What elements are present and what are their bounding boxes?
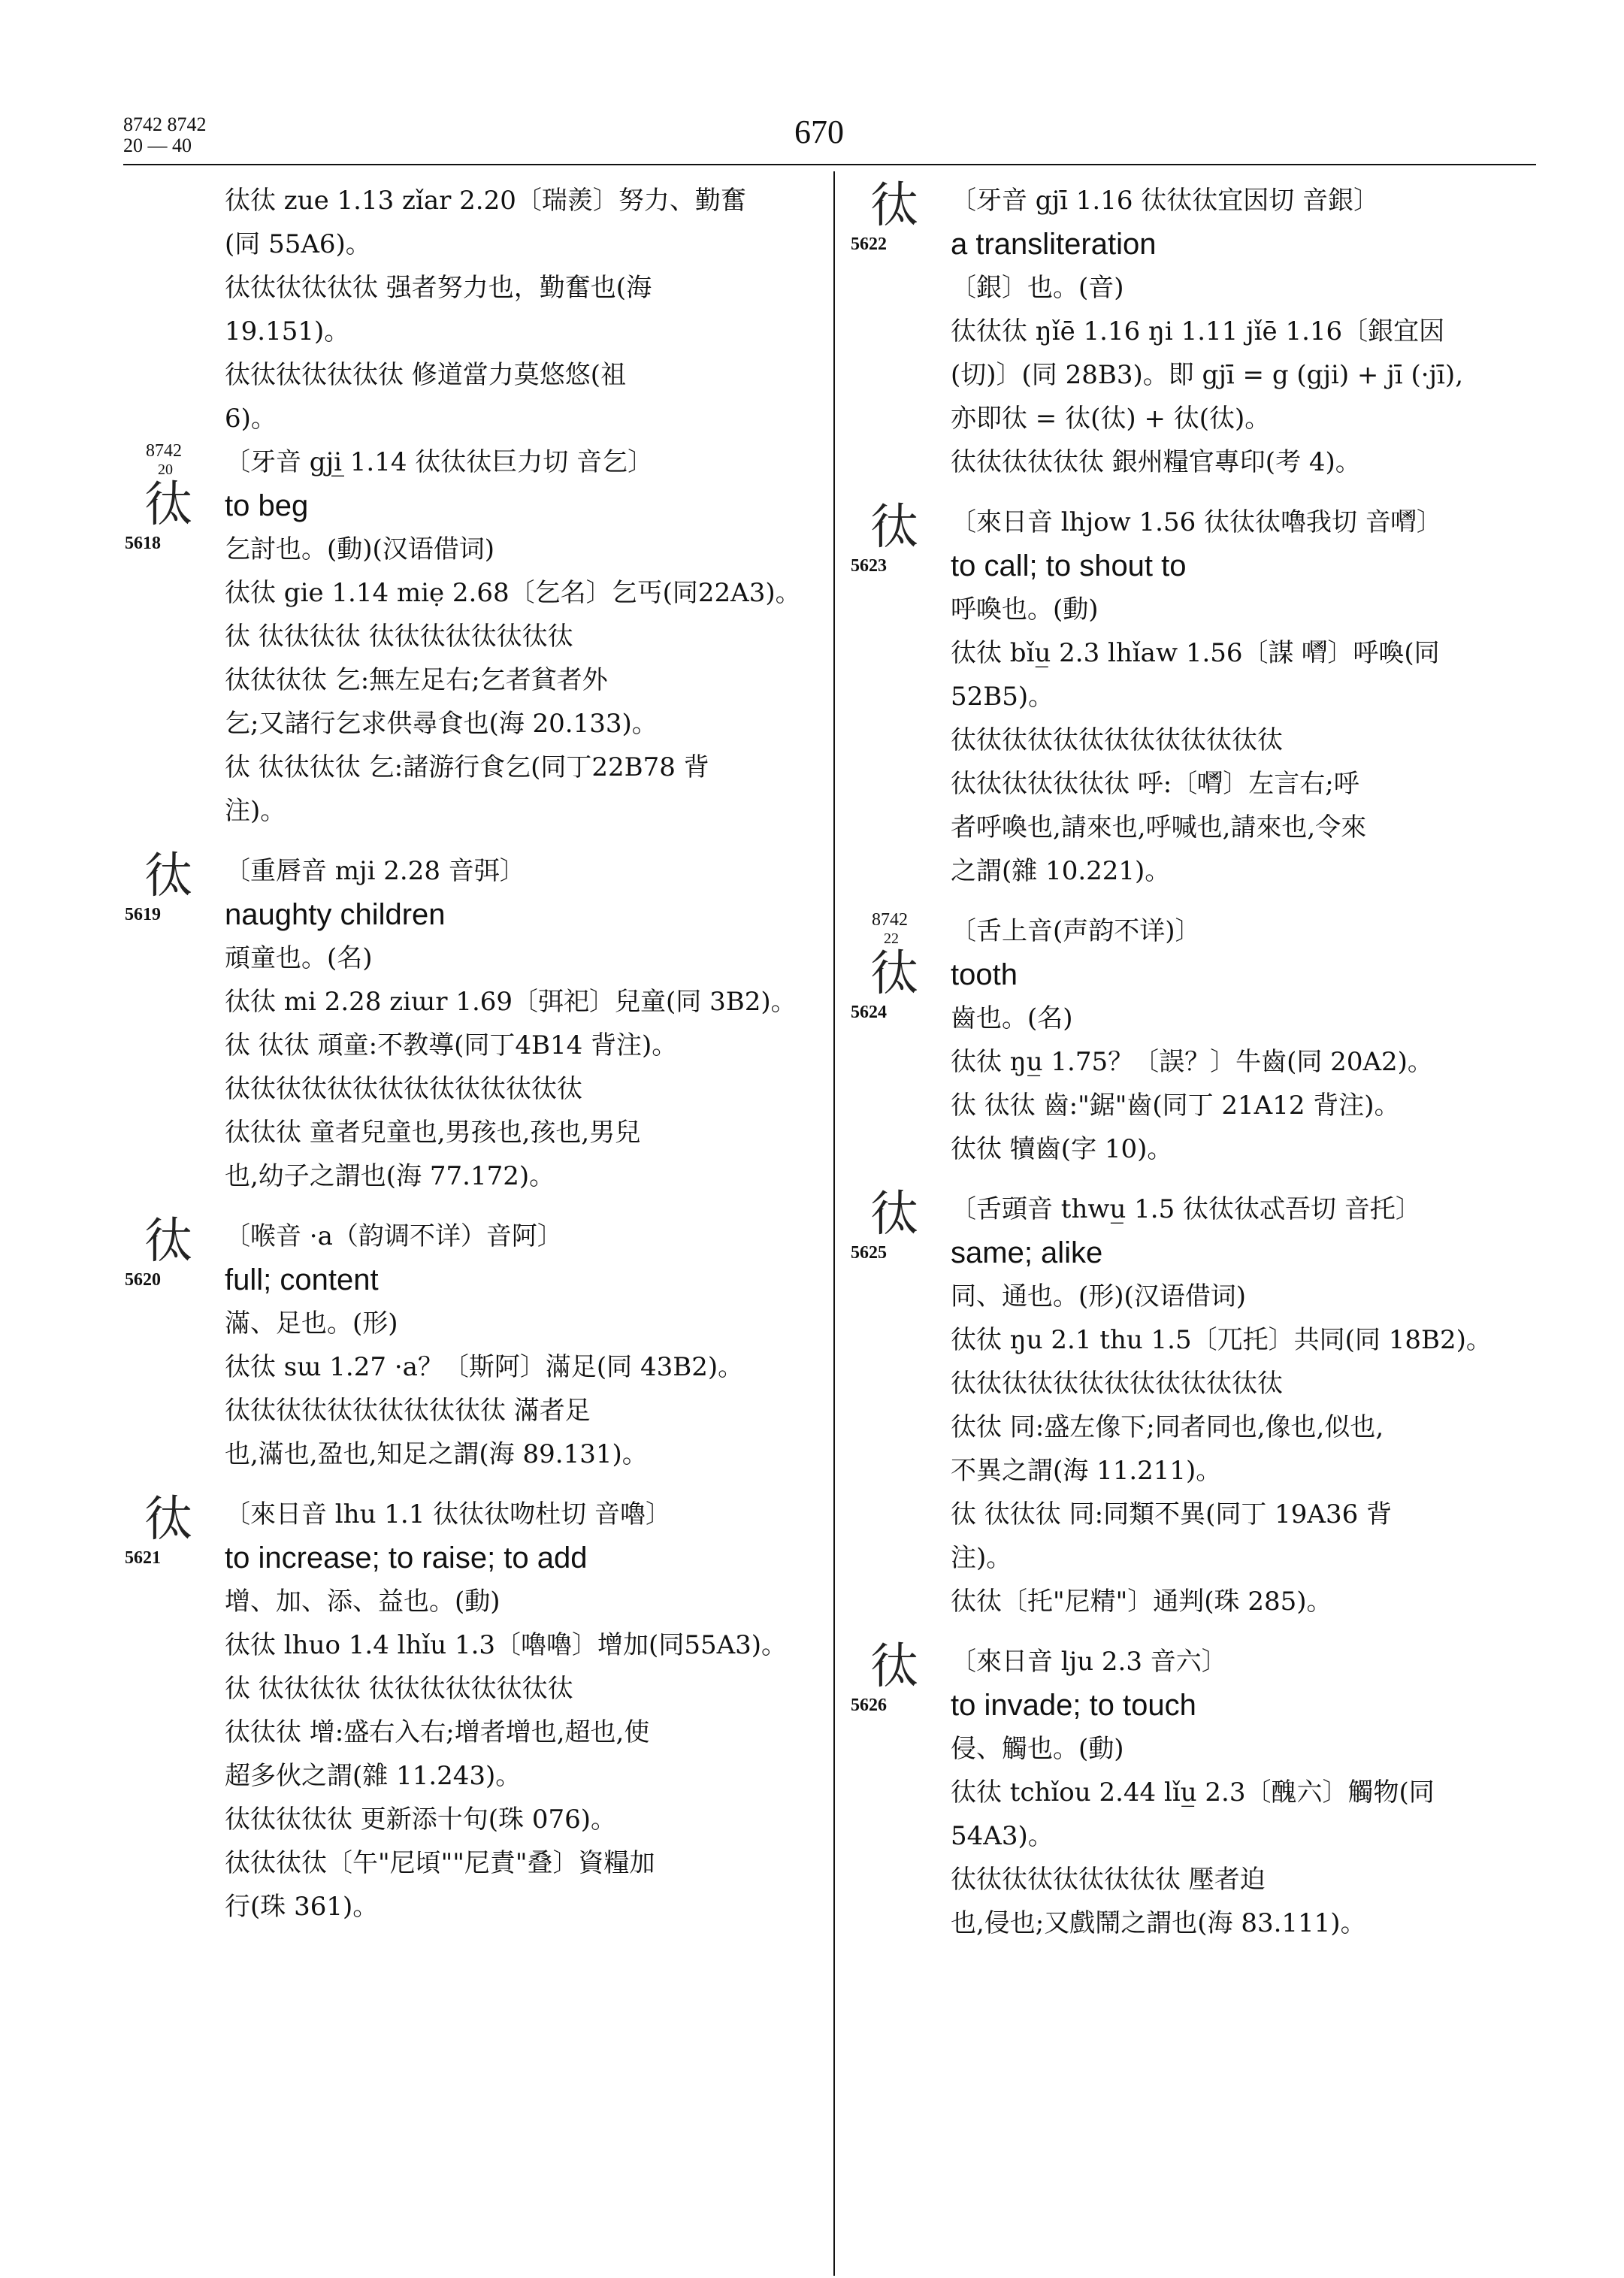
entry-number: 5621 — [125, 1548, 161, 1568]
headword-glyph: 㣖 — [870, 178, 918, 234]
entry-line: 㣖㣖 ŋu 2.1 thu 1.5〔兀托〕共同(同 18B2)。 — [951, 1325, 1492, 1355]
continuation-block — [225, 179, 815, 440]
entry-line: 超多伙之謂(雜 11.243)。 — [225, 1761, 522, 1791]
pronunciation-line: 〔牙音 gji̲ 1.14 㣖㣖㣖巨力切 音乞〕 — [225, 447, 654, 477]
entry-line: 㣖㣖 ŋu̲ 1.75？〔誤？〕牛齒(同 20A2)。 — [951, 1047, 1433, 1077]
entry-line: 㣖㣖㣖㣖㣖㣖㣖㣖㣖 壓者迫 — [951, 1865, 1266, 1895]
pronunciation-line: 〔來日音 lhjow 1.56 㣖㣖㣖嚕我切 音𠿥〕 — [951, 507, 1442, 537]
left-entries — [123, 440, 815, 1929]
dictionary-entry — [849, 909, 1537, 1171]
entry-line: 注)。 — [225, 796, 286, 826]
continuation-line: 19.151)。 — [225, 316, 350, 346]
entry-line: 乞;又諸行乞求供尋食也(海 20.133)。 — [225, 709, 658, 739]
entry-line: 㣖㣖 gie 1.14 miẹ 2.68〔乞名〕乞丐(同22A3)。 — [225, 578, 801, 608]
entry-line: 㣖㣖㣖㣖㣖㣖㣖㣖㣖㣖㣖㣖㣖 — [951, 1369, 1283, 1399]
english-gloss: to call; to shout to — [951, 549, 1187, 582]
entry-line: 不異之謂(海 11.211)。 — [951, 1456, 1222, 1486]
entry-line: (切)〕(同 28B3)。即 gjī = g (gji) + jī (·jī), — [951, 360, 1464, 390]
pronunciation-line: 〔牙音 gjī 1.16 㣖㣖㣖宜因切 音銀〕 — [951, 186, 1380, 216]
entry-margin — [849, 1187, 951, 1264]
pronunciation-line: 〔重唇音 mji 2.28 音弭〕 — [225, 856, 525, 886]
entry-margin — [849, 179, 951, 256]
entry-line: 也,幼子之謂也(海 77.172)。 — [225, 1161, 555, 1191]
entry-code: 8742 — [146, 441, 182, 461]
english-gloss: to increase; to raise; to add — [225, 1541, 588, 1575]
entry-number: 5619 — [125, 905, 161, 924]
entry-line: 㣖㣖㣖 ŋǐē 1.16 ŋi 1.11 jǐē 1.16〔銀宜因 — [951, 316, 1445, 346]
headword-glyph: 㣖 — [144, 477, 192, 533]
entry-line: 52B5)。 — [951, 682, 1054, 712]
entry-line: 齒也。(名) — [951, 1003, 1073, 1033]
dictionary-entry — [123, 440, 815, 833]
dictionary-entry — [123, 1215, 815, 1476]
entry-body — [951, 1187, 1537, 1623]
entry-number: 5622 — [851, 234, 887, 254]
pronunciation-line: 〔來日音 lju 2.3 音六〕 — [951, 1647, 1227, 1677]
entry-body — [225, 1493, 815, 1929]
header-code-top: 8742 8742 — [123, 113, 207, 135]
entry-line: 行(珠 361)。 — [225, 1892, 379, 1922]
continuation-line: 㣖㣖 zue 1.13 zǐar 2.20〔瑞羨〕努力、勤奮 — [225, 186, 746, 216]
entry-line: 㣖㣖 mi 2.28 ziɯr 1.69〔弭祀〕兒童(同 3B2)。 — [225, 987, 797, 1017]
dictionary-entry — [849, 501, 1537, 893]
dictionary-entry — [849, 1187, 1537, 1623]
english-gloss: a transliteration — [951, 228, 1157, 261]
entry-line: 㣖㣖 bǐu̲ 2.3 lhǐaw 1.56〔謀 𠿥〕呼喚(同 — [951, 638, 1440, 668]
dictionary-entry — [123, 849, 815, 1198]
entry-margin — [123, 849, 225, 926]
entry-code: 8742 — [872, 910, 908, 930]
entry-line: 頑童也。(名) — [225, 943, 373, 973]
entry-line: 㣖 㣖㣖 頑童:不教導(同丁4B14 背注)。 — [225, 1030, 678, 1060]
entry-line: 㣖 㣖㣖㣖㣖 㣖㣖㣖㣖㣖㣖㣖㣖 — [225, 622, 573, 652]
entry-line: 㣖㣖㣖㣖 乞:無左足右;乞者貧者外 — [225, 665, 608, 695]
entry-line: 注)。 — [951, 1543, 1012, 1573]
headword-glyph: 㣖 — [870, 500, 918, 555]
entry-margin — [123, 440, 225, 555]
entry-line: 㣖㣖㣖㣖㣖 更新添十句(珠 076)。 — [225, 1805, 617, 1835]
entry-line: 㣖㣖 同:盛左像下;同者同也,像也,似也, — [951, 1412, 1384, 1442]
right-column — [849, 179, 1537, 1962]
entry-line: 㣖 㣖㣖 齒:"鋸"齒(同丁 21A12 背注)。 — [951, 1091, 1400, 1121]
entry-line: 㣖 㣖㣖㣖㣖 㣖㣖㣖㣖㣖㣖㣖㣖 — [225, 1674, 573, 1704]
entry-margin — [123, 1215, 225, 1291]
entry-line: 也,侵也;又戲鬧之謂也(海 83.111)。 — [951, 1908, 1366, 1938]
entry-line: 之謂(雜 10.221)。 — [951, 856, 1171, 886]
pronunciation-line: 〔喉音 ·a（韵调不详）音阿〕 — [225, 1221, 563, 1251]
right-entries — [849, 179, 1537, 1945]
entry-line: 㣖㣖㣖㣖㣖㣖㣖㣖㣖㣖㣖㣖㣖 — [951, 725, 1283, 755]
entry-line: 㣖㣖㣖㣖㣖㣖㣖㣖㣖㣖㣖 滿者足 — [225, 1396, 591, 1426]
english-gloss: same; alike — [951, 1236, 1103, 1269]
continuation-line: 6)。 — [225, 404, 277, 434]
entry-body — [951, 909, 1537, 1171]
entry-line: 滿、足也。(形) — [225, 1308, 398, 1339]
entry-line: 㣖㣖㣖 增:盛右入右;增者增也,超也,使 — [225, 1717, 650, 1747]
header-rule — [123, 164, 1536, 165]
entry-line: 也,滿也,盈也,知足之謂(海 89.131)。 — [225, 1439, 648, 1469]
english-gloss: to invade; to touch — [951, 1689, 1196, 1722]
entry-line: 亦即㣖 = 㣖(㣖) + 㣖(㣖)。 — [951, 404, 1271, 434]
entry-body — [225, 1215, 815, 1476]
pronunciation-line: 〔舌頭音 thwu̲ 1.5 㣖㣖㣖忒吾切 音托〕 — [951, 1194, 1421, 1224]
english-gloss: naughty children — [225, 898, 446, 931]
entry-line: 㣖㣖 tchǐou 2.44 lǐu̲ 2.3〔醜六〕觸物(同 54A3)。 — [951, 1777, 1443, 1851]
headword-glyph: 㣖 — [870, 1639, 918, 1695]
entry-line: 㣖㣖 犢齒(字 10)。 — [951, 1134, 1173, 1164]
entry-line: 㣖㣖 sɯ 1.27 ·a？〔斯阿〕滿足(同 43B2)。 — [225, 1352, 744, 1382]
entry-body — [951, 501, 1537, 893]
entry-line: 㣖 㣖㣖㣖 同:同類不異(同丁 19A36 背 — [951, 1499, 1393, 1529]
entry-line: 㣖㣖㣖㣖㣖㣖 銀州糧官專印(考 4)。 — [951, 447, 1361, 477]
entry-line: 者呼喚也,請來也,呼喊也,請來也,令來 — [951, 812, 1367, 843]
entry-line: 侵、觸也。(動) — [951, 1734, 1124, 1764]
entry-line: 㣖㣖〔托"尼精"〕通判(珠 285)。 — [951, 1587, 1332, 1617]
entry-number: 5626 — [851, 1696, 887, 1715]
entry-line: 㣖㣖㣖 童者兒童也,男孩也,孩也,男兒 — [225, 1118, 641, 1148]
continuation-line: 㣖㣖㣖㣖㣖㣖㣖 修道當力莫悠悠(祖 — [225, 360, 627, 390]
english-gloss: full; content — [225, 1263, 379, 1296]
entry-number: 5624 — [851, 1003, 887, 1022]
pronunciation-line: 〔來日音 lhu 1.1 㣖㣖㣖吻杜切 音嚕〕 — [225, 1499, 671, 1529]
entry-subcode: 22 — [884, 930, 899, 947]
entry-subcode: 20 — [158, 461, 173, 478]
headword-glyph: 㣖 — [144, 1492, 192, 1547]
entry-line: 㣖㣖 lhuo 1.4 lhǐu 1.3〔嚕嚕〕增加(同55A3)。 — [225, 1630, 788, 1660]
header-code-bottom: 20 — 40 — [123, 135, 192, 156]
entry-line: 㣖㣖㣖㣖〔午"尼頃""尼責"叠〕資糧加 — [225, 1848, 655, 1878]
entry-line: 〔銀〕也。(音) — [951, 273, 1124, 303]
entry-number: 5623 — [851, 556, 887, 576]
entry-line: 同、通也。(形)(汉语借词) — [951, 1281, 1247, 1311]
entry-line: 乞討也。(動)(汉语借词) — [225, 534, 495, 564]
page-number: 670 — [794, 113, 844, 150]
continuation-line: 㣖㣖㣖㣖㣖㣖 强者努力也，勤奮也(海 — [225, 273, 652, 303]
left-column — [123, 179, 815, 1945]
entry-number: 5618 — [125, 534, 161, 553]
entry-line: 㣖㣖㣖㣖㣖㣖㣖 呼:〔𠿥〕左言右;呼 — [951, 769, 1359, 799]
entry-body — [951, 179, 1537, 484]
entry-body — [951, 1640, 1537, 1945]
dictionary-entry — [849, 179, 1537, 484]
entry-margin — [849, 909, 951, 1024]
headword-glyph: 㣖 — [144, 849, 192, 904]
entry-number: 5625 — [851, 1243, 887, 1263]
entry-body — [225, 440, 815, 833]
headword-glyph: 㣖 — [144, 1214, 192, 1269]
entry-margin — [123, 1493, 225, 1569]
entry-margin — [849, 1640, 951, 1717]
english-gloss: to beg — [225, 489, 309, 522]
headword-glyph: 㣖 — [870, 1187, 918, 1242]
entry-margin — [849, 501, 951, 577]
entry-line: 增、加、添、益也。(動) — [225, 1587, 501, 1617]
dictionary-entry — [849, 1640, 1537, 1945]
column-divider — [833, 171, 835, 2276]
entry-body — [225, 849, 815, 1198]
pronunciation-line: 〔舌上音(声韵不详)〕 — [951, 916, 1201, 946]
entry-line: 㣖 㣖㣖㣖㣖 乞:諸游行食乞(同丁22B78 背 — [225, 752, 709, 782]
dictionary-entry — [123, 1493, 815, 1929]
entry-line: 㣖㣖㣖㣖㣖㣖㣖㣖㣖㣖㣖㣖㣖㣖 — [225, 1074, 582, 1104]
entry-line: 呼喚也。(動) — [951, 594, 1099, 625]
continuation-line: (同 55A6)。 — [225, 229, 371, 259]
entry-number: 5620 — [125, 1270, 161, 1290]
headword-glyph: 㣖 — [870, 946, 918, 1002]
english-gloss: tooth — [951, 958, 1018, 991]
